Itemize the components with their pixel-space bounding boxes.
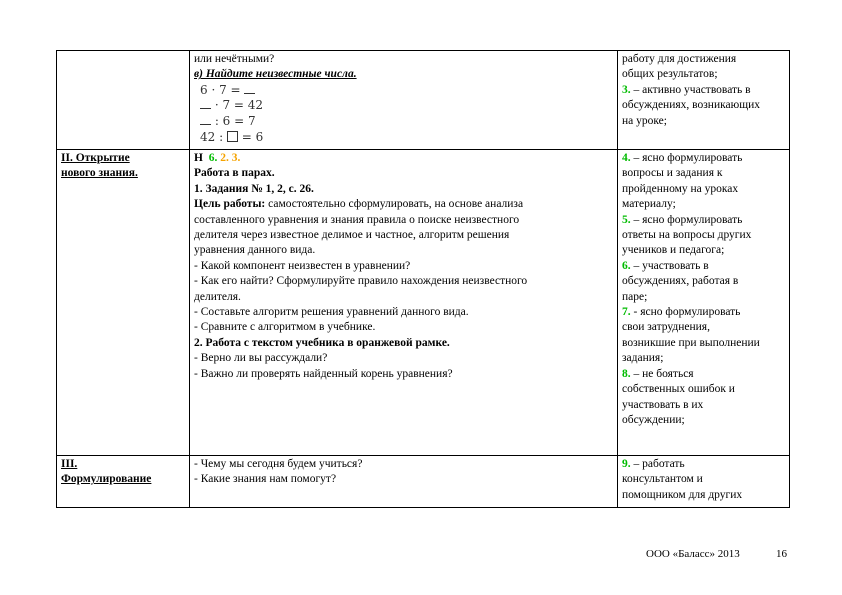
outcome-line: 5. – ясно формулировать — [622, 213, 743, 226]
table-row — [57, 150, 790, 456]
page-number: 16 — [776, 548, 787, 560]
content-cell — [190, 150, 618, 456]
question-line: - Сравните с алгоритмом в учебнике. — [194, 321, 376, 334]
outcome-line: вопросы и задания к — [622, 167, 723, 180]
outcome-line: ответы на вопросы других — [622, 229, 752, 242]
blank-slot — [200, 100, 211, 109]
equation: · 7 = 42 — [194, 98, 613, 114]
outcome-line: 3. – активно участвовать в — [622, 83, 751, 96]
footer-company: ООО «Баласс» 2013 — [646, 548, 740, 560]
goal-line: Цель работы: самостоятельно сформулировать, на основе анализа — [194, 198, 524, 211]
blank-slot — [200, 116, 211, 125]
question-line: - Составьте алгоритм решения уравнений данного вида. — [194, 306, 469, 319]
goal-line: уравнения данного вида. — [194, 244, 316, 257]
content-cell — [190, 51, 618, 150]
pair-work-heading: Работа в парах. — [194, 167, 275, 180]
outcomes-cell — [618, 456, 790, 508]
outcome-line: пройденному на уроках — [622, 182, 739, 195]
task-heading: в) Найдите неизвестные числа. — [194, 68, 357, 81]
table-row — [57, 456, 790, 508]
question-line: - Какой компонент неизвестен в уравнении? — [194, 259, 411, 272]
outcome-line: 8. – не бояться — [622, 367, 694, 380]
outcome-line: свои затруднения, — [622, 321, 710, 334]
outcomes-cell — [618, 51, 790, 150]
outcome-line: работу для достижения — [622, 53, 737, 65]
outcome-line: участвовать в их — [622, 398, 704, 411]
text-line: или нечётными? — [194, 53, 275, 65]
outcome-line: паре; — [622, 290, 648, 303]
equation: 42 : = 6 — [200, 129, 264, 144]
outcome-line: задания; — [622, 352, 664, 365]
goal-line: составленного уравнения и знания правила о поиске неизвестного — [194, 213, 520, 226]
content-cell — [190, 456, 618, 508]
stage-cell — [57, 150, 190, 456]
goal-line: делителя через известное делимое и частное, алгоритм решения — [194, 229, 510, 242]
outcome-line: консультантом и — [622, 473, 703, 486]
outcome-line: помощником для других — [622, 488, 743, 501]
outcome-line: общих результатов; — [622, 68, 718, 81]
question-line: - Важно ли проверять найденный корень уравнения? — [194, 367, 453, 380]
stage-title: Формулирование — [61, 473, 152, 486]
question-line: делителя. — [194, 290, 241, 303]
table-row — [57, 51, 790, 150]
outcome-line: 7. - ясно формулировать — [622, 306, 741, 319]
equation: : 6 = 7 — [194, 114, 613, 130]
skills-header: Н 6. 2. 3. — [194, 152, 241, 164]
outcome-line: учеников и педагога; — [622, 244, 725, 257]
outcome-line: материалу; — [622, 198, 676, 211]
stage-title: III. — [61, 458, 78, 470]
outcome-line: обсуждениях, работая в — [622, 275, 739, 288]
outcome-line: обсуждении; — [622, 413, 685, 426]
stage-cell — [57, 456, 190, 508]
question-line: - Чему мы сегодня будем учиться? — [194, 458, 363, 470]
tasks-heading: 1. Задания № 1, 2, с. 26. — [194, 182, 314, 195]
stage-title: II. Открытие — [61, 152, 130, 164]
outcome-line: обсуждениях, возникающих — [622, 99, 760, 112]
equation: 6 · 7 = — [194, 83, 613, 99]
question-line: - Какие знания нам помогут? — [194, 473, 337, 486]
stage-title: нового знания. — [61, 167, 138, 180]
outcome-line: собственных ошибок и — [622, 383, 735, 396]
outcomes-cell — [618, 150, 790, 456]
blank-slot — [244, 85, 255, 94]
outcome-line: на уроке; — [622, 114, 667, 127]
box-slot — [227, 131, 238, 142]
question-line: - Верно ли вы рассуждали? — [194, 352, 328, 365]
outcome-line: 9. – работать — [622, 458, 685, 470]
lesson-table — [56, 50, 790, 508]
outcome-line: 4. – ясно формулировать — [622, 152, 743, 164]
outcome-line: возникшие при выполнении — [622, 336, 760, 349]
outcome-line: 6. – участвовать в — [622, 259, 709, 272]
textbook-heading: 2. Работа с текстом учебника в оранжевой рамке. — [194, 336, 450, 349]
stage-cell — [57, 51, 190, 150]
question-line: - Как его найти? Сформулируйте правило нахождения неизвестного — [194, 275, 528, 288]
